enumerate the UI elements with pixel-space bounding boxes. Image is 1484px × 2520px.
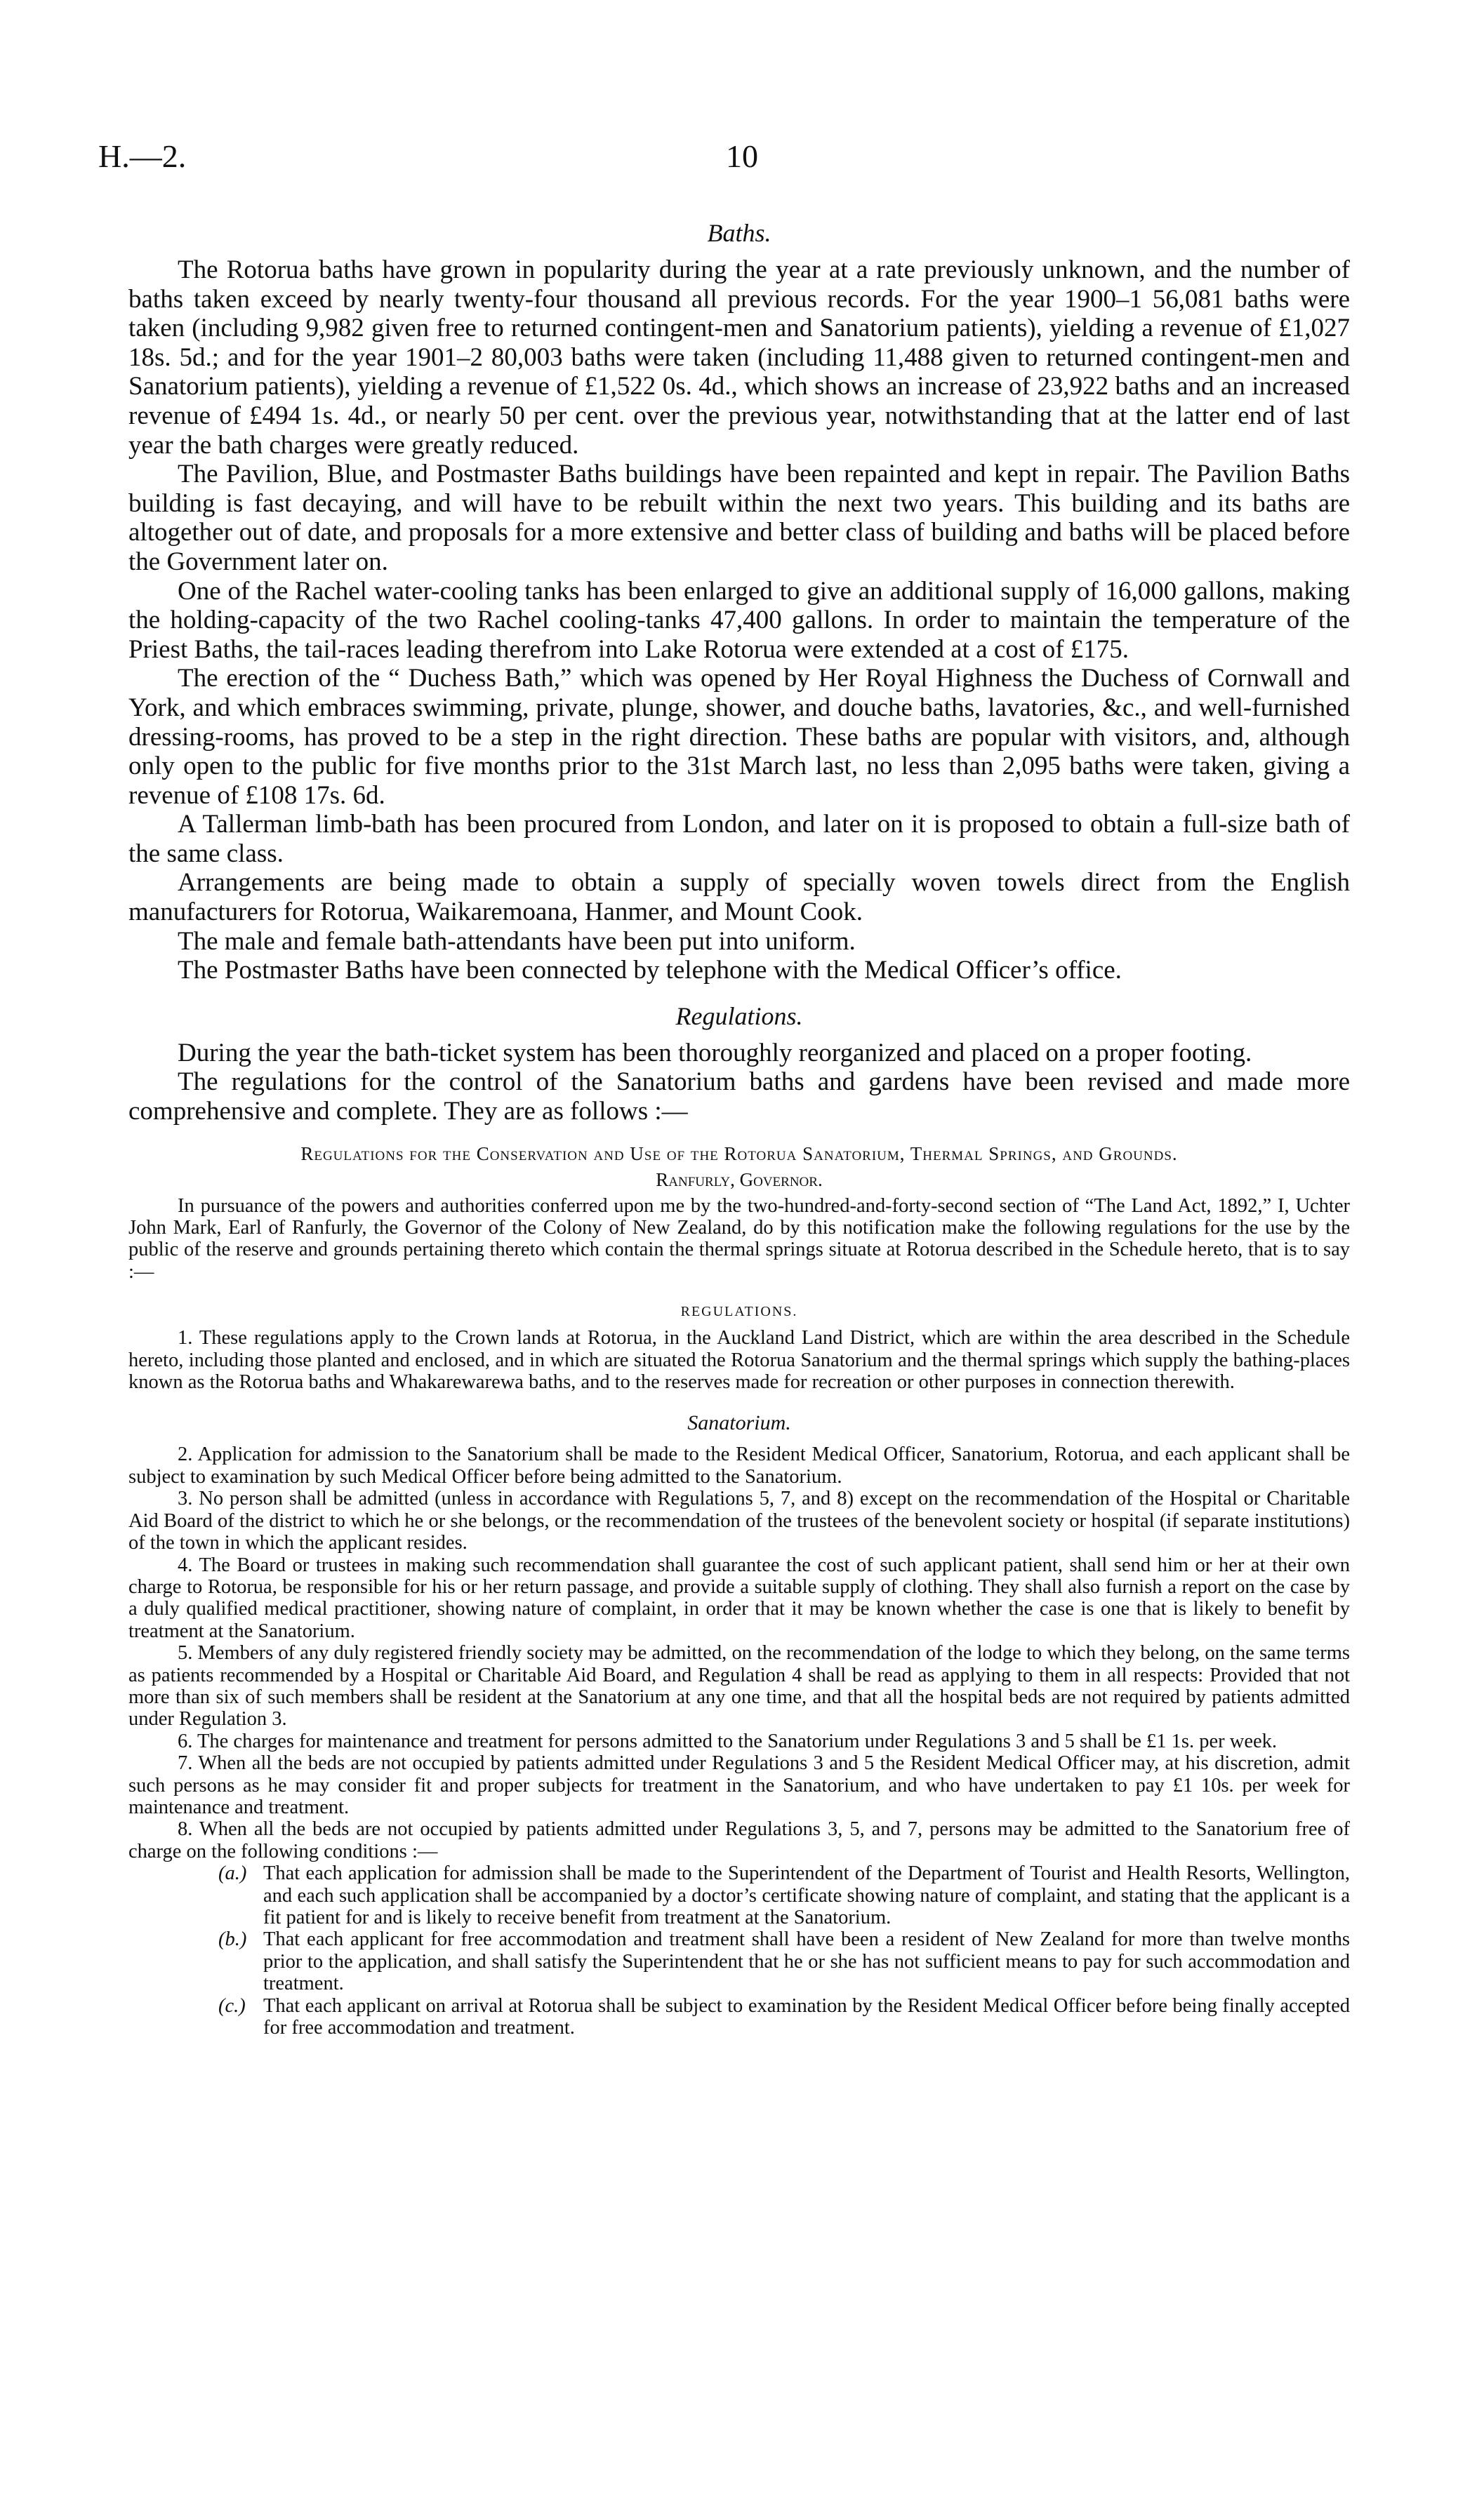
proclamation-title: Regulations for the Conservation and Use of the Rotorua Sanatorium, Thermal Springs, and Grounds. [300, 1142, 1178, 1164]
condition-label: (c.) [218, 1994, 246, 2017]
page-body [128, 218, 1350, 2039]
paragraph: The Postmaster Baths have been connected by telephone with the Medical Officer’s office. [178, 956, 1122, 985]
sanatorium-heading: Sanatorium. [687, 1411, 791, 1435]
page-number: 10 [726, 138, 758, 174]
regulation-item: 1. These regulations apply to the Crown lands at Rotorua, in the Auckland Land District, which are within the area described in the Schedule hereto, including those planted and enclosed, and in which are situated the Rotorua Sanatorium and the thermal springs which supply the bathing-places known as the Rotorua baths and Whakarewarewa baths, and to the reserves made for recreation or other purposes in connection therewith. [128, 1327, 1350, 1394]
paragraph: The erection of the “ Duchess Bath,” which was opened by Her Royal Highness the Duchess of Cornwall and York, and which embraces swimming, private, plunge, shower, and douche baths, lavatories, &c., and well-furnished dressing-rooms, has proved to be a step in the right direction. These baths are popular with visitors, and, although only open to the public for five months prior to the 31st March last, no less than 2,095 baths were taken, giving a revenue of £108 17s. 6d. [128, 664, 1350, 810]
paragraph: The male and female bath-attendants have been put into uniform. [178, 926, 856, 956]
condition-item [218, 1928, 1350, 1994]
condition-text: That each applicant for free accommodation and treatment shall have been a resident of New Zealand for more than twelve months prior to the application, and shall satisfy the Superintendent that he or she has not sufficient means to pay for such accommodation and treatment. [263, 1928, 1350, 1995]
condition-label: (a.) [218, 1862, 247, 1885]
paragraph: Arrangements are being made to obtain a supply of specially woven towels direct from the English manufacturers for Rotorua, Waikaremoana, Hanmer, and Mount Cook. [128, 868, 1350, 927]
preamble: In pursuance of the powers and authorities conferred upon me by the two-hundred-and-forty-second section of “The Land Act, 1892,” I, Uchter John Mark, Earl of Ranfurly, the Governor of the Colony of New Zealand, do by this notification make the following regulations for the use by the public of the reserve and grounds pertaining thereto which contain the thermal springs situate at Rotorua described in the Schedule hereto, that is to say :— [128, 1194, 1350, 1283]
regulation-item: 4. The Board or trustees in making such recommendation shall guarantee the cost of such applicant patient, shall send him or her at their own charge to Rotorua, be responsible for his or her return passage, and provide a suitable supply of clothing. They shall also furnish a report on the case by a duly qualified medical practitioner, showing nature of complaint, in order that it may be known whether the case is one that is likely to benefit by treatment at the Sanatorium. [128, 1554, 1350, 1642]
section-title-baths: Baths. [707, 219, 771, 247]
condition-text: That each applicant on arrival at Rotorua shall be subject to examination by the Resident Medical Officer before being finally accepted for free accommodation and treatment. [263, 1994, 1350, 2039]
paragraph: The Pavilion, Blue, and Postmaster Baths buildings have been repainted and kept in repair. The Pavilion Baths building is fast decaying, and will have to be rebuilt within the next two years. This building and its baths are altogether out of date, and proposals for a more extensive and better class of building and baths will be placed before the Government later on. [128, 460, 1350, 576]
regulation-item: 3. No person shall be admitted (unless in accordance with Regulations 5, 7, and 8) except on the recommendation of the Hospital or Charitable Aid Board of the district to which he or she belongs, or the recommendation of the trustees of the benevolent society or hospital (if separate institutions) of the town in which the applicant resides. [128, 1488, 1350, 1554]
section-title-regulations: Regulations. [675, 1001, 803, 1030]
paragraph: A Tallerman limb-bath has been procured from London, and later on it is proposed to obtain a full-size bath of the same class. [128, 810, 1350, 868]
regulation-item: 8. When all the beds are not occupied by patients admitted under Regulations 3, 5, and 7, persons may be admitted to the Sanatorium free of charge on the following conditions :— [128, 1818, 1350, 1862]
paragraph: The Rotorua baths have grown in popularity during the year at a rate previously unknown, and the number of baths taken exceed by nearly twenty-four thousand all previous records. For the year 1900–1 56,081 baths were taken (including 9,982 given free to returned contingent-men and Sanatorium patients), yielding a revenue of £1,027 18s. 5d.; and for the year 1901–2 80,003 baths were taken (including 11,488 given to returned contingent-men and Sanatorium patients), yielding a revenue of £1,522 0s. 4d., which shows an increase of 23,922 baths and an increased revenue of £494 1s. 4d., or nearly 50 per cent. over the previous year, notwithstanding that at the latter end of last year the bath charges were greatly reduced. [128, 255, 1350, 460]
paragraph: During the year the bath-ticket system has been thoroughly reorganized and placed on a proper footing. [178, 1038, 1252, 1067]
condition-item [218, 1862, 1350, 1928]
paragraph: One of the Rachel water-cooling tanks has been enlarged to give an additional supply of 16,000 gallons, making the holding-capacity of the two Rachel cooling-tanks 47,400 gallons. In order to maintain the temperature of the Priest Baths, the tail-races leading therefrom into Lake Rotorua were extended at a cost of £175. [128, 576, 1350, 664]
regulations-subheading: REGULATIONS. [680, 1304, 798, 1320]
condition-label: (b.) [218, 1928, 247, 1951]
paragraph: The regulations for the control of the Sanatorium baths and gardens have been revised and made more comprehensive and complete. They are as follows :— [128, 1067, 1350, 1126]
document-series-number: H.—2. [98, 138, 187, 174]
regulation-item: 6. The charges for maintenance and treatment for persons admitted to the Sanatorium under Regulations 3 and 5 shall be £1 1s. per week. [178, 1730, 1277, 1752]
governor-signature-line: Ranfurly, Governor. [656, 1168, 823, 1190]
regulation-item: 5. Members of any duly registered friendly society may be admitted, on the recommendation of the lodge to which they belong, on the same terms as patients recommended by a Hospital or Charitable Aid Board, and Regulation 4 shall be read as applying to them in all respects: Provided that not more than six of such members shall be resident at the Sanatorium at any one time, and that all the hospital beds are not required by patients admitted under Regulation 3. [128, 1642, 1350, 1731]
regulation-item: 2. Application for admission to the Sanatorium shall be made to the Resident Medical Officer, Sanatorium, Rotorua, and each applicant shall be subject to examination by such Medical Officer before being admitted to the Sanatorium. [128, 1444, 1350, 1488]
condition-text: That each application for admission shall be made to the Superintendent of the Department of Tourist and Health Resorts, Wellington, and each such application shall be accompanied by a doctor’s certificate showing nature of complaint, and stating that the applicant is a fit patient for and is likely to receive benefit from treatment at the Sanatorium. [263, 1862, 1350, 1928]
condition-item [218, 1995, 1350, 2039]
regulation-item: 7. When all the beds are not occupied by patients admitted under Regulations 3 and 5 the Resident Medical Officer may, at his discretion, admit such persons as he may consider fit and proper subjects for treatment in the Sanatorium, and who have undertaken to pay £1 10s. per week for maintenance and treatment. [128, 1752, 1350, 1818]
